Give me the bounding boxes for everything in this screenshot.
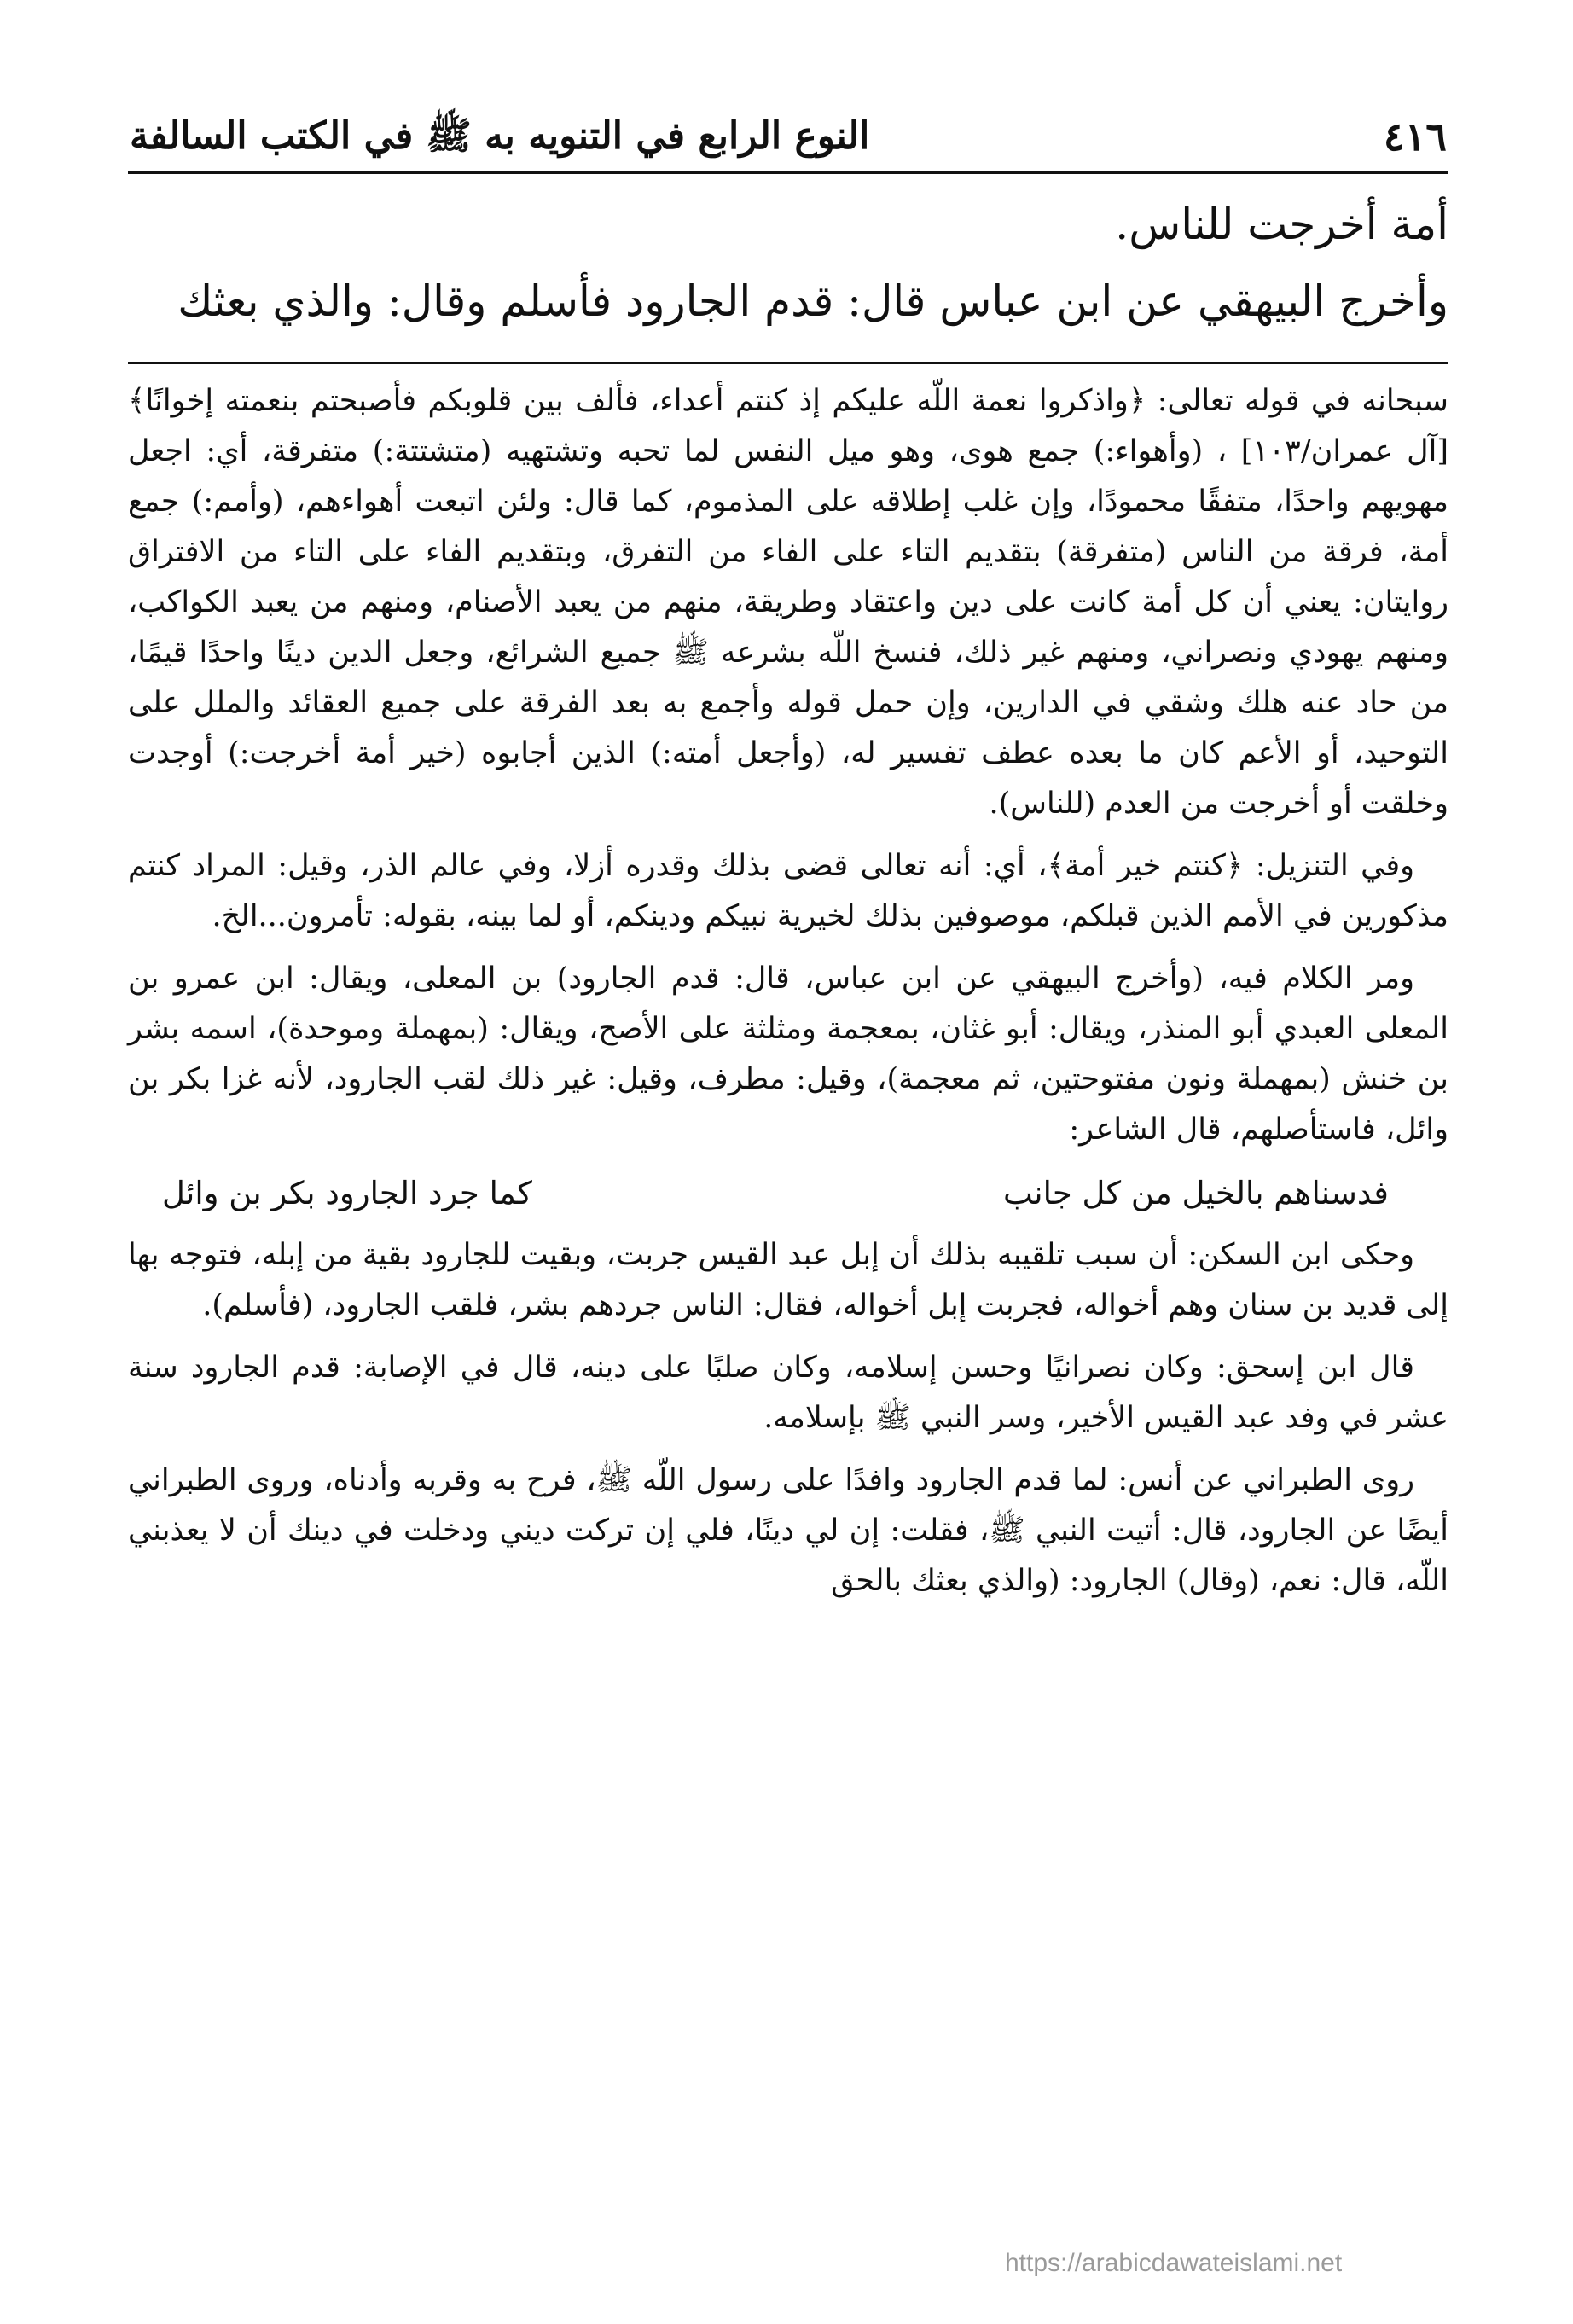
chapter-title: النوع الرابع في التنويه به ﷺ في الكتب السالفة bbox=[130, 114, 870, 158]
running-head bbox=[128, 111, 1448, 171]
commentary-paragraph: سبحانه في قوله تعالى: ﴿واذكروا نعمة اللّه عليكم إذ كنتم أعداء، فألف بين قلوبكم فأصبحتم بنعمته إخوانًا﴾ [آل عمران/١٠٣] ، (وأهواء:) جمع هوى، وهو ميل النفس لما تحبه وتشتهيه (متشتتة:) متفرقة، أي: اجعل مهويهم واحدًا، متفقًا محمودًا، وإن غلب إطلاقه على المذموم، كما قال: ولئن اتبعت أهواءهم، (وأمم:) جمع أمة، فرقة من الناس (متفرقة) بتقديم التاء على الفاء من التفرق، وبتقديم الفاء على التاء من الافتراق روايتان: يعني أن كل أمة كانت على دين واعتقاد وطريقة، منهم من يعبد الأصنام، ومنهم من يعبد الكواكب، ومنهم يهودي ونصراني، ومنهم غير ذلك، فنسخ اللّه بشرعه ﷺ جميع الشرائع، وجعل الدين دينًا واحدًا قيمًا، من حاد عنه هلك وشقي في الدارين، وإن حمل قوله وأجمع به بعد الفرقة على جميع العقائد والملل على التوحيد، أو الأعم كان ما بعده عطف تفسير له، (وأجعل أمته:) الذين أجابوه (خير أمة أخرجت:) أوجدت وخلقت أو أخرجت من العدم (للناس). bbox=[128, 384, 1448, 821]
main-text-line: أمة أخرجت للناس. bbox=[1115, 200, 1448, 249]
watermark-url: https://arabicdawateislami.net bbox=[1005, 2249, 1343, 2277]
header-rule bbox=[128, 171, 1448, 174]
book-page bbox=[128, 111, 1448, 1618]
verse-second-hemistich: كما جرد الجارود بكر بن وائل bbox=[162, 1175, 532, 1211]
text-separator-rule bbox=[128, 362, 1448, 364]
main-text bbox=[128, 186, 1448, 340]
commentary-paragraph: قال ابن إسحق: وكان نصرانيًا وحسن إسلامه، وكان صلبًا على دينه، قال في الإصابة: قدم الجارود سنة عشر في وفد عبد القيس الأخير، وسر النبي ﷺ بإسلامه. bbox=[128, 1351, 1448, 1435]
verse-first-hemistich: فدسناهم بالخيل من كل جانب bbox=[1002, 1175, 1389, 1211]
commentary-paragraph: وحكى ابن السكن: أن سبب تلقيبه بذلك أن إبل عبد القيس جربت، وبقيت للجارود بقية من إبله، فتوجه بها إلى قديد بن سنان وهم أخواله، فجربت إبل أخواله، فقال: الناس جردهم بشر، فلقب الجارود، (فأسلم). bbox=[128, 1238, 1448, 1322]
poetry-verse bbox=[128, 1167, 1448, 1220]
page-number: ٤١٦ bbox=[1383, 113, 1447, 160]
main-text-line: وأخرج البيهقي عن ابن عباس قال: قدم الجارود فأسلم وقال: والذي بعثك bbox=[177, 276, 1448, 326]
commentary bbox=[128, 376, 1448, 1606]
commentary-paragraph: وفي التنزيل: ﴿كنتم خير أمة﴾، أي: أنه تعالى قضى بذلك وقدره أزلا، وفي عالم الذر، وقيل: المراد كنتم مذكورين في الأمم الذين قبلكم، موصوفين بذلك لخيرية نبيكم ودينكم، أو لما بينه، بقوله: تأمرون...الخ. bbox=[128, 849, 1448, 933]
commentary-paragraph: روى الطبراني عن أنس: لما قدم الجارود وافدًا على رسول اللّه ﷺ، فرح به وقربه وأدناه، وروى الطبراني أيضًا عن الجارود، قال: أتيت النبي ﷺ، فقلت: إن لي دينًا، فلي إن تركت ديني ودخلت في دينك أن لا يعذبني اللّه، قال: نعم، (وقال) الجارود: (والذي بعثك بالحق bbox=[128, 1463, 1448, 1598]
commentary-paragraph: ومر الكلام فيه، (وأخرج البيهقي عن ابن عباس، قال: قدم الجارود) بن المعلى، ويقال: ابن عمرو بن المعلى العبدي أبو المنذر، ويقال: أبو غثان، بمعجمة ومثلثة على الأصح، ويقال: (بمهملة وموحدة)، اسمه بشر بن خنش (بمهملة ونون مفتوحتين، ثم معجمة)، وقيل: مطرف، وقيل: غير ذلك لقب الجارود، لأنه غزا بكر بن وائل، فاستأصلهم، قال الشاعر: bbox=[128, 962, 1448, 1147]
